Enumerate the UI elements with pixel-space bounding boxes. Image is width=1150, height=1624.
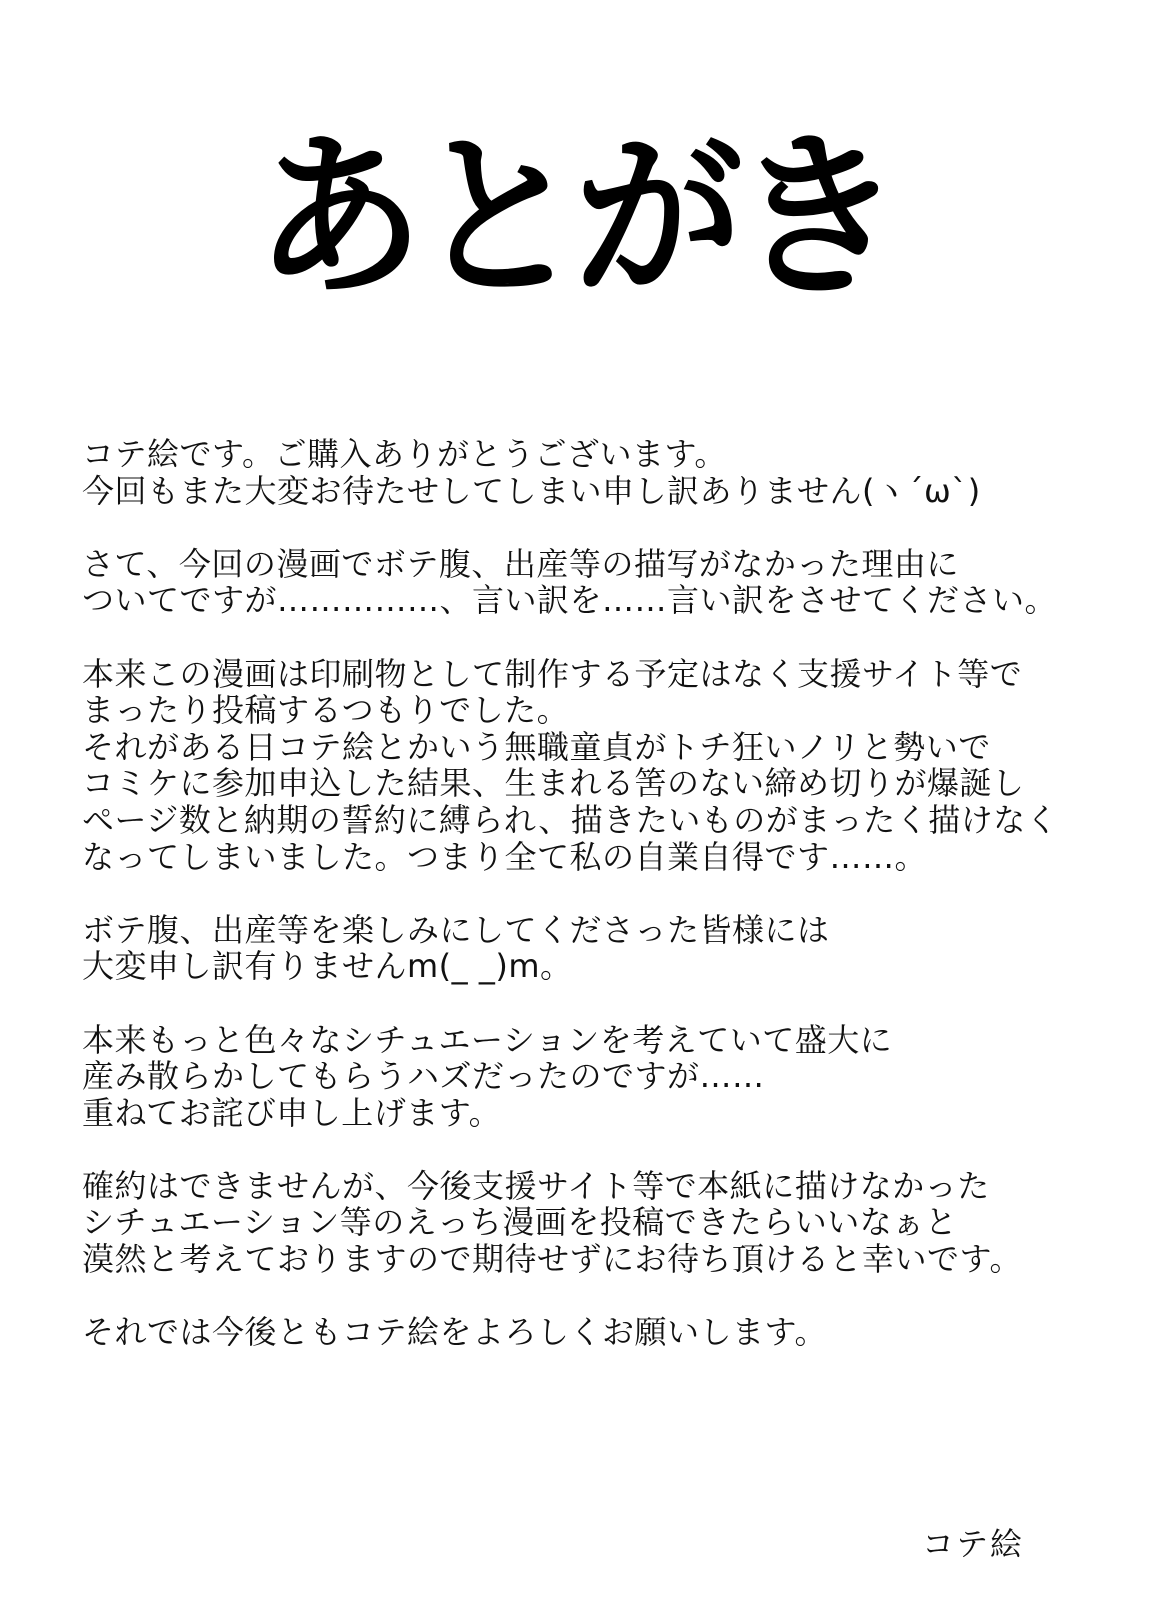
text-line: まったり投稿するつもりでした。 — [82, 691, 570, 730]
text-line: 今回もまた大変お待たせしてしまい申し訳ありません(ヽ´ω`) — [82, 471, 981, 510]
text-line: 漠然と考えておりますので期待せずにお待ち頂けると幸いです。 — [82, 1240, 1022, 1279]
text-line: それがある日コテ絵とかいう無職童貞がトチ狂いノリと勢いで — [82, 727, 991, 766]
paragraph-future — [82, 1168, 1082, 1278]
text-line: なってしまいました。つまり全て私の自業自得です……。 — [82, 837, 928, 876]
text-line: それでは今後ともコテ絵をよろしくお願いします。 — [82, 1313, 827, 1352]
text-line: さて、今回の漫画でボテ腹、出産等の描写がなかった理由に — [82, 544, 959, 583]
text-line: 大変申し訳有りませんm(_ _)m。 — [82, 947, 573, 986]
paragraph-closing — [82, 1314, 1082, 1351]
text-line: 重ねてお詫び申し上げます。 — [82, 1093, 502, 1132]
text-line: ページ数と納期の誓約に縛られ、描きたいものがまったく描けなく — [82, 800, 1059, 839]
text-line: 本来この漫画は印刷物として制作する予定はなく支援サイト等で — [82, 654, 1023, 693]
text-line: 確約はできませんが、今後支援サイト等で本紙に描けなかった — [82, 1166, 990, 1205]
paragraph-greeting — [82, 436, 1082, 509]
paragraph-plans — [82, 1022, 1082, 1132]
text-line: ボテ腹、出産等を楽しみにしてくださった皆様には — [82, 910, 830, 949]
paragraph-background — [82, 656, 1082, 876]
text-line: ついてですが……………、言い訳を……言い訳をさせてください。 — [82, 581, 1058, 620]
paragraph-apology — [82, 912, 1082, 985]
text-line: コテ絵です。ご購入ありがとうございます。 — [82, 435, 727, 473]
paragraph-reason — [82, 546, 1082, 619]
text-line: コミケに参加申込した結果、生まれる筈のない締め切りが爆誕し — [82, 764, 1025, 803]
text-line: 産み散らかしてもらうハズだったのですが…… — [82, 1057, 765, 1096]
afterword-body — [82, 436, 1082, 1387]
author-signature: コテ絵 — [922, 1525, 1025, 1563]
afterword-title: あとがき — [255, 114, 894, 321]
text-line: シチュエーション等のえっち漫画を投稿できたらいいなぁと — [82, 1203, 958, 1242]
text-line: 本来もっと色々なシチュエーションを考えていて盛大に — [82, 1020, 893, 1059]
